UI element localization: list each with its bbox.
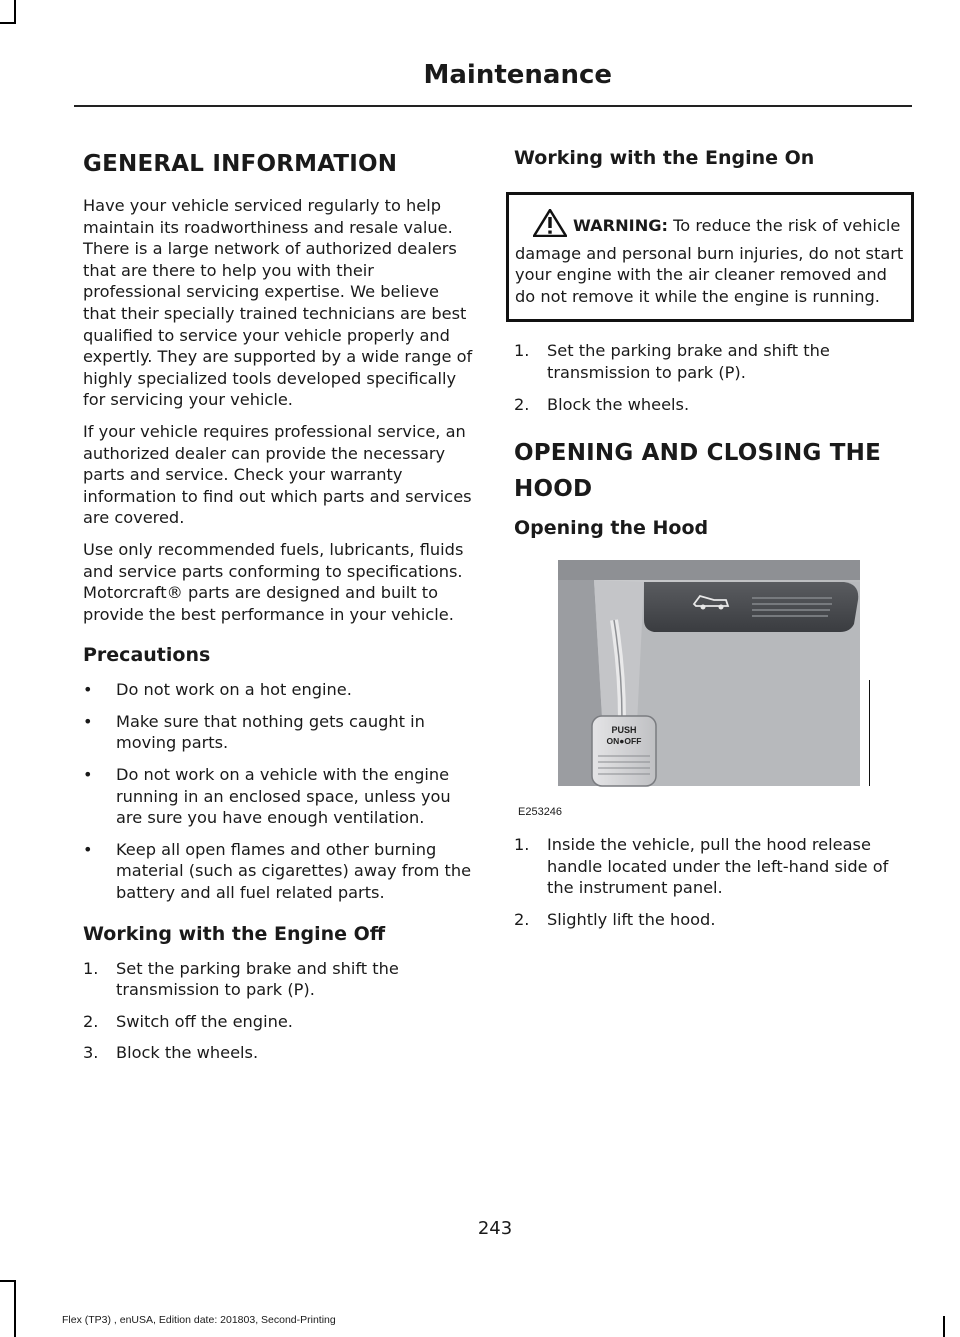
list-item-text: Keep all open flames and other burning material (such as cigarettes) away from the battery and all fuel related parts.	[116, 839, 472, 903]
step-number: 1.	[514, 835, 530, 855]
warning-body: To reduce the risk of vehicle damage and personal burn injuries, do not start your engine with the air cleaner removed and do not remove it while the engine is running.	[515, 216, 904, 306]
warning-icon	[533, 209, 567, 243]
step-number: 1.	[83, 958, 99, 978]
crop-mark	[14, 0, 16, 22]
hood-release-illustration	[514, 560, 870, 820]
page-number: 243	[477, 1218, 513, 1239]
step-number: 3.	[83, 1043, 99, 1063]
opening-hood-heading: Opening the Hood	[514, 517, 709, 540]
paragraph: If your vehicle requires professional service, an authorized dealer can provide the necessary parts and service. Check your warranty information to find out which parts and services are covered.	[83, 421, 472, 528]
bullet-marker: •	[83, 765, 93, 785]
list-item-text: Do not work on a vehicle with the engine running in an enclosed space, unless you are sure you have enough ventilation.	[116, 765, 451, 828]
list-item-text: Block the wheels.	[116, 1043, 259, 1063]
list-item	[83, 1042, 475, 1064]
figure-code: E253246	[518, 806, 563, 819]
paragraph: Use only recommended fuels, lubricants, fluids and service parts conforming to specifications. Motorcraft® parts are designed and built to provide the best performance in your vehicle.	[83, 539, 464, 624]
crop-mark	[0, 1280, 16, 1282]
crop-mark	[943, 1316, 945, 1337]
list-item	[83, 711, 475, 754]
step-number: 2.	[514, 909, 530, 929]
engine-off-heading: Working with the Engine Off	[83, 922, 386, 945]
warning-text	[515, 209, 907, 307]
footer-edition-info: Flex (TP3) , enUSA, Edition date: 201803, Second-Printing	[62, 1314, 336, 1326]
bullet-marker: •	[83, 680, 93, 700]
precautions-list	[83, 679, 475, 903]
bullet-marker: •	[83, 839, 93, 859]
precautions-heading: Precautions	[83, 644, 211, 667]
heading-line: OPENING AND CLOSING THE	[514, 440, 881, 467]
step-number: 1.	[514, 341, 530, 361]
header-rule	[74, 105, 912, 107]
list-item	[514, 340, 916, 383]
list-item-text: Block the wheels.	[547, 394, 690, 414]
list-item	[83, 839, 475, 904]
list-item	[514, 834, 916, 899]
list-item-text: Inside the vehicle, pull the hood release handle located under the left-hand side of the instrument panel.	[547, 835, 889, 898]
bullet-marker: •	[83, 711, 93, 731]
list-item	[83, 764, 475, 829]
engine-off-steps	[83, 958, 475, 1064]
list-item-text: Slightly lift the hood.	[547, 909, 716, 929]
opening-closing-hood-heading	[514, 439, 916, 504]
right-column	[514, 140, 916, 941]
page-header-title: Maintenance	[423, 60, 612, 90]
list-item	[83, 679, 475, 701]
list-item	[83, 958, 475, 1001]
warning-label: WARNING:	[573, 216, 668, 235]
list-item	[83, 1011, 475, 1033]
step-number: 2.	[514, 394, 530, 414]
list-item-text: Do not work on a hot engine.	[116, 680, 352, 700]
engine-on-heading: Working with the Engine On	[514, 147, 815, 169]
list-item	[514, 394, 916, 416]
list-item-text: Switch off the engine.	[116, 1011, 293, 1031]
list-item-text: Set the parking brake and shift the transmission to park (P).	[116, 958, 399, 1000]
heading-line: HOOD	[514, 476, 593, 503]
pedal-label-push: PUSH	[611, 725, 637, 736]
step-number: 2.	[83, 1011, 99, 1031]
left-column	[83, 140, 475, 1074]
hood-steps	[514, 834, 916, 930]
list-item-text: Set the parking brake and shift the transmission to park (P).	[547, 341, 830, 382]
warning-box	[506, 192, 914, 322]
crop-mark	[14, 1280, 16, 1337]
crop-mark	[0, 22, 16, 24]
engine-on-steps	[514, 340, 916, 415]
list-item	[514, 909, 916, 931]
general-information-heading: GENERAL INFORMATION	[83, 151, 398, 177]
paragraph: Have your vehicle serviced regularly to help maintain its roadworthiness and resale value. There is a large network of authorized dealers that are there to help you with their professional servicing expertise. We believe that their specially trained technicians are best qualified to service your vehicle properly and expertly. They are supported by a wide range of highly specialized tools developed specifically for servicing your vehicle.	[83, 196, 473, 410]
pedal-label-onoff: ON●OFF	[606, 736, 642, 747]
list-item-text: Make sure that nothing gets caught in moving parts.	[116, 711, 425, 753]
hood-release-drawing	[514, 560, 870, 820]
